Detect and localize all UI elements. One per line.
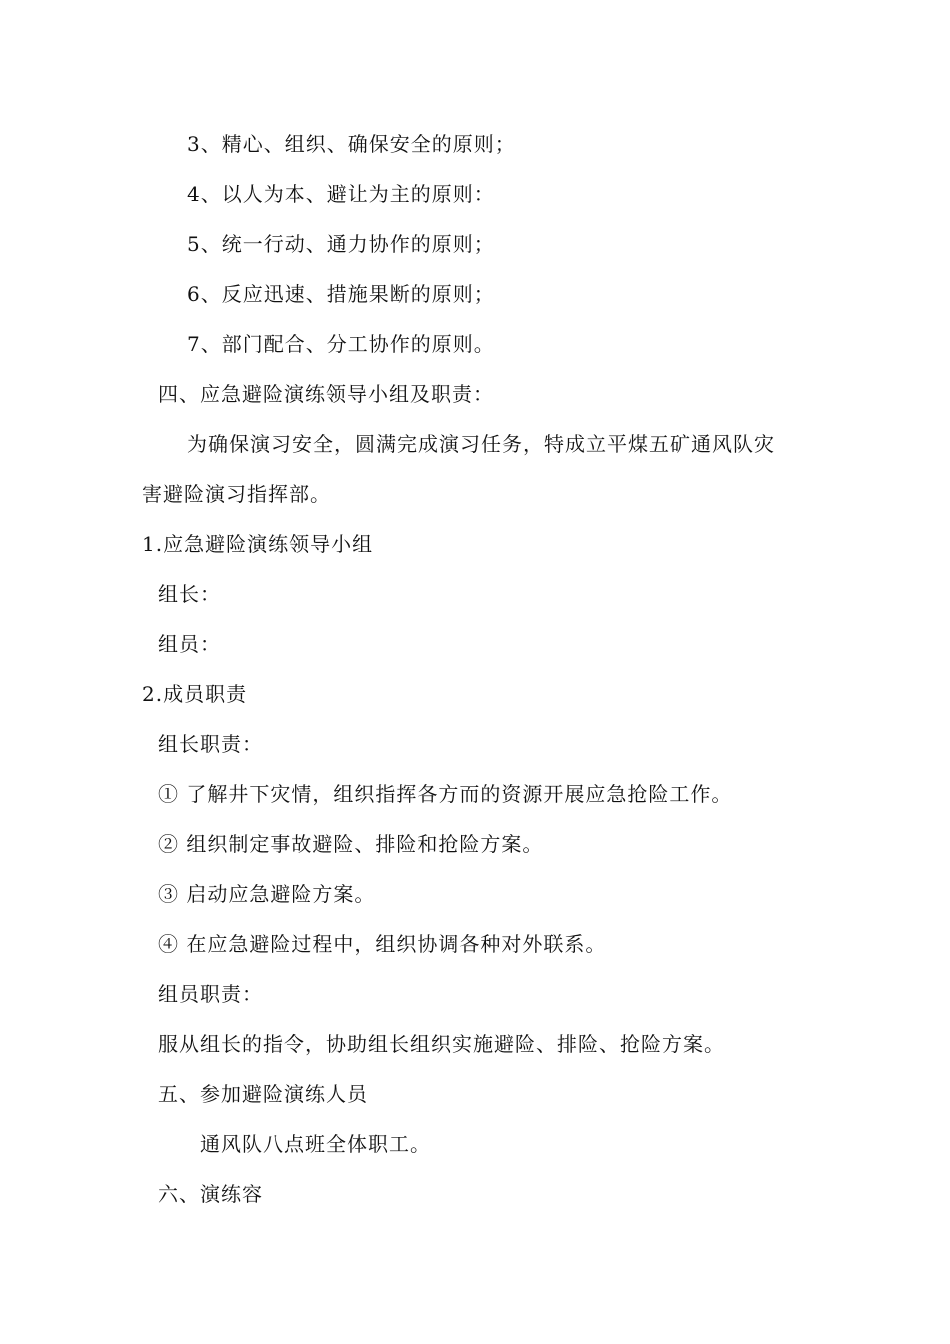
leader-duty-1: ① 了解井下灾情，组织指挥各方而的资源开展应急抢险工作。 [158,782,733,806]
leader-duty-3: ③ 启动应急避险方案。 [158,882,376,906]
principle-6: 6、反应迅速、措施果断的原则； [187,282,495,306]
member-duties-text: 服从组长的指令，协助组长组织实施避险、排险、抢险方案。 [158,1032,725,1056]
leader-duty-2: ② 组织制定事故避险、排险和抢险方案。 [158,832,544,856]
subsection-1-heading: 1.应急避险演练领导小组 [142,532,374,556]
members-label: 组员： [158,632,221,656]
principle-7: 7、部门配合、分工协作的原则。 [187,332,495,356]
section-6-heading: 六、演练容 [158,1182,263,1206]
subsection-2-heading: 2.成员职责 [142,682,248,706]
section-4-intro-line-1: 为确保演习安全，圆满完成演习任务，特成立平煤五矿通风队灾 [187,432,775,456]
leader-label: 组长： [158,582,221,606]
principle-4: 4、以人为本、避让为主的原则： [187,182,495,206]
principle-5: 5、统一行动、通力协作的原则； [187,232,495,256]
section-4-intro-line-2: 害避险演习指挥部。 [142,482,331,506]
leader-duties-label: 组长职责： [158,732,263,756]
section-4-heading: 四、应急避险演练领导小组及职责： [158,382,494,406]
section-5-content: 通风队八点班全体职工。 [200,1132,431,1156]
leader-duty-4: ④ 在应急避险过程中，组织协调各种对外联系。 [158,932,607,956]
principle-3: 3、精心、组织、确保安全的原则； [187,132,516,156]
member-duties-label: 组员职责： [158,982,263,1006]
section-5-heading: 五、参加避险演练人员 [158,1082,368,1106]
